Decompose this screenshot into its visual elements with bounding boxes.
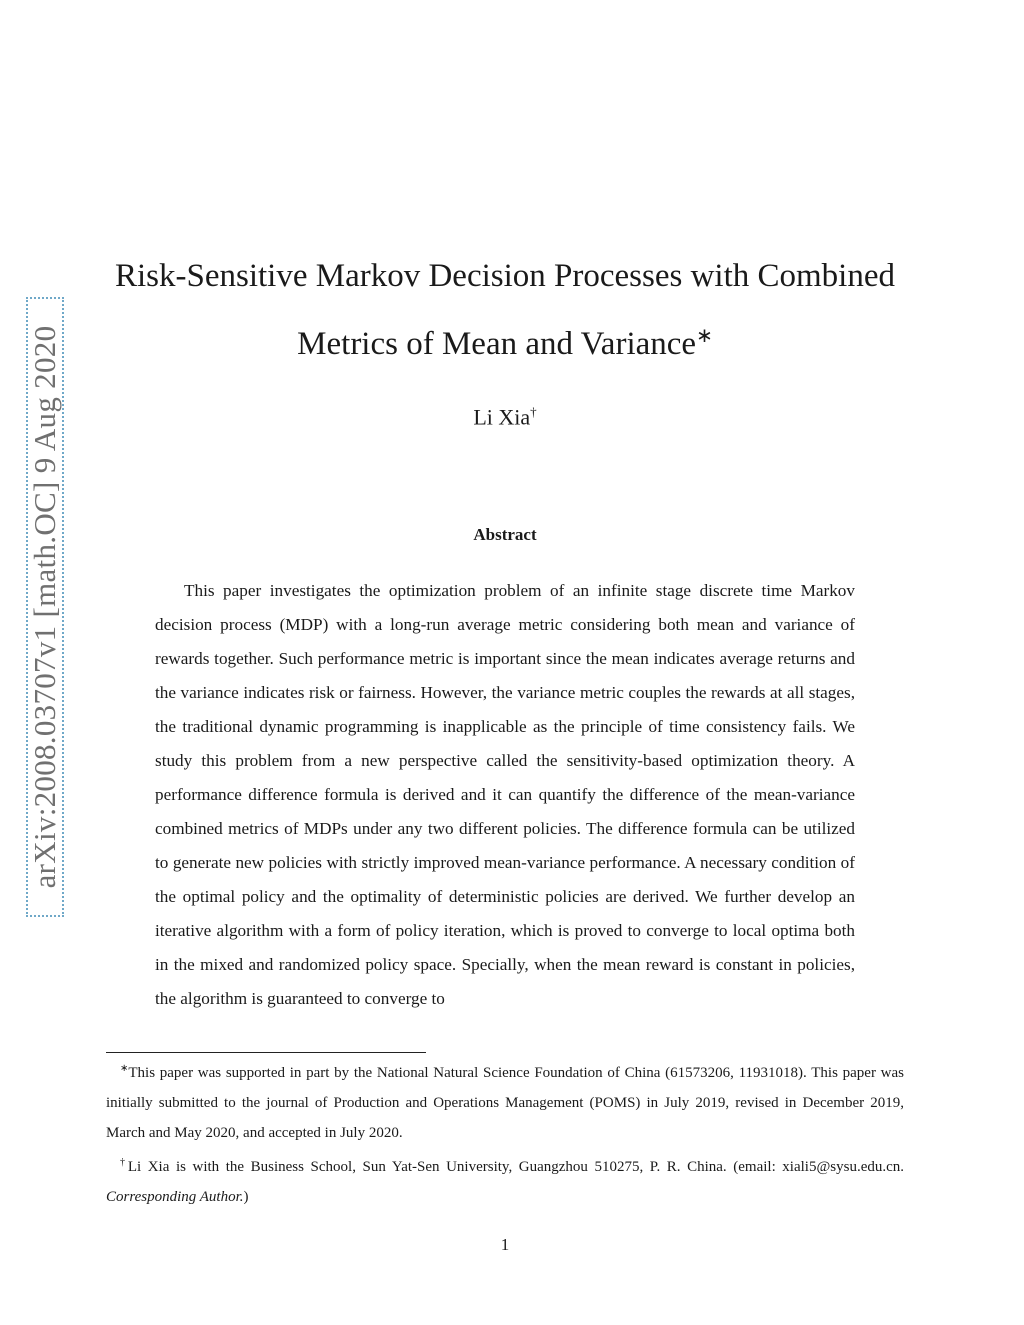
footnotes: [106, 1054, 904, 1212]
arxiv-stamp: [26, 297, 64, 917]
footnote-funding: [106, 1054, 904, 1148]
author-footnote-marker: †: [530, 404, 537, 419]
page-number: 1: [500, 1235, 510, 1254]
footnote-affiliation: [106, 1148, 904, 1212]
arxiv-identifier: arXiv:2008.03707v1 [math.OC] 9 Aug 2020: [27, 325, 62, 889]
author-name: Li Xia: [473, 404, 531, 430]
abstract-text: This paper investigates the optimization problem of an infinite stage discrete time Markov decision process (MDP) with a long-run average metric considering both mean and variance of rewards together. Such performance metric is important since the mean indicates average returns and the variance indicates risk or fairness. However, the variance metric couples the rewards at all stages, the traditional dynamic programming is inapplicable as the principle of time consistency fails. We study this problem from a new perspective called the sensitivity-based optimization theory. A performance difference formula is derived and it can quantify the difference of the mean-variance combined metrics of MDPs under any two different policies. The difference formula can be utilized to generate new policies with strictly improved mean-variance performance. A necessary condition of the optimal policy and the optimality of deterministic policies are derived. We further develop an iterative algorithm with a form of policy iteration, which is proved to converge to local optima both in the mixed and randomized policy space. Specially, when the mean reward is constant in policies, the algorithm is guaranteed to converge to: [155, 581, 855, 1008]
corresponding-author-note: Corresponding Author.: [106, 1189, 244, 1205]
title-line-2-text: Metrics of Mean and Variance: [297, 326, 697, 362]
title-line-2: [100, 306, 910, 374]
footnote-marker: ∗: [120, 1063, 129, 1074]
footnote-text: This paper was supported in part by the National Natural Science Foundation of China (61573206, 11931018). This paper was initially submitted to the journal of Production and Operations Management (POMS) in July 2019, revised in December 2019, March and May 2020, and accepted in July 2020.: [106, 1065, 904, 1141]
footnote-close-paren: ): [243, 1189, 249, 1205]
footnote-divider: [106, 1052, 426, 1053]
abstract-heading: Abstract: [473, 525, 537, 544]
paper-title: [100, 246, 910, 374]
title-footnote-marker: ∗: [696, 325, 713, 347]
footnote-text: Li Xia is with the Business School, Sun Yat-Sen University, Guangzhou 510275, P. R. China. (email: xiali5@sysu.edu.cn.: [127, 1159, 905, 1175]
author: [100, 404, 910, 430]
footnote-marker: †: [120, 1157, 128, 1168]
title-line-1: Risk-Sensitive Markov Decision Processes with Combined: [114, 258, 895, 294]
